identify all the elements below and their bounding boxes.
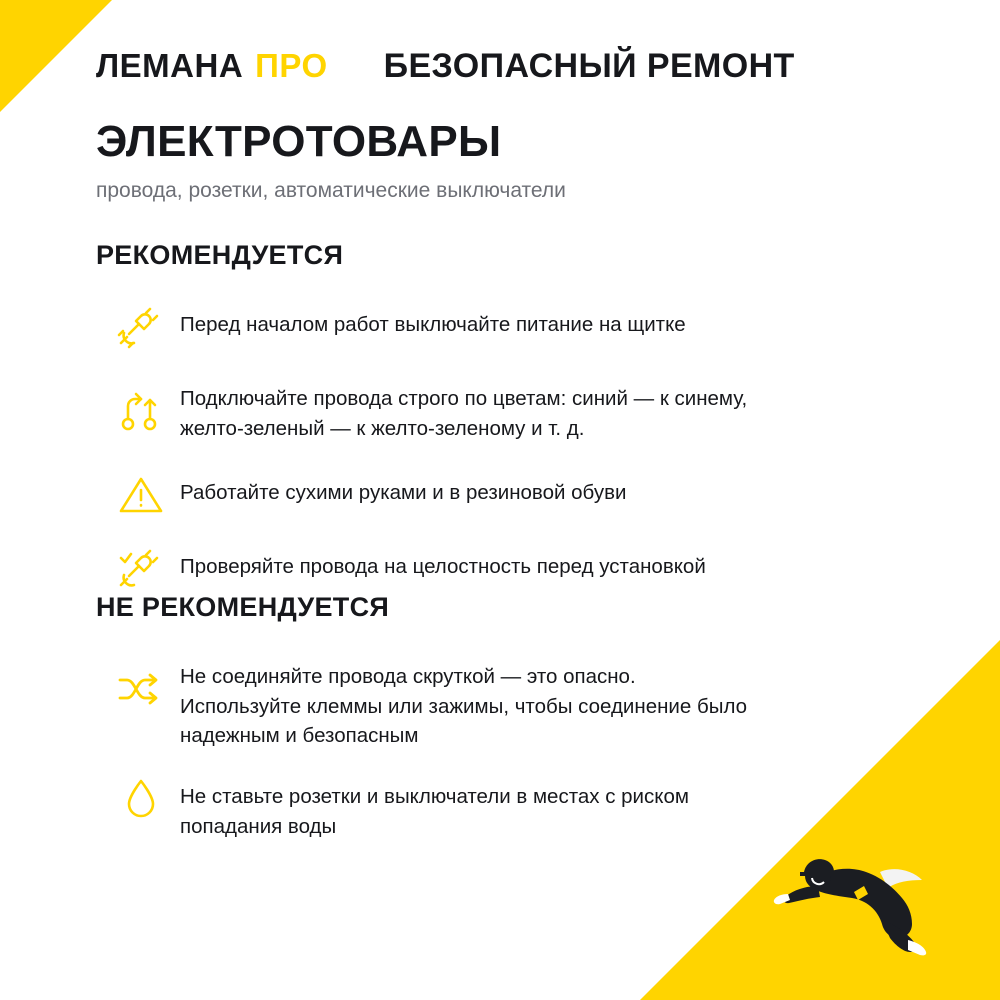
recommended-items-list [96,301,940,595]
list-item [96,469,940,521]
section-not-recommended [96,592,940,842]
twisted-wires-icon [96,653,180,725]
page-title: ЭЛЕКТРОТОВАРЫ [96,117,502,166]
list-item-text: Работайте сухими руками и в резиновой обуви [180,481,627,504]
list-item-text: Не ставьте розетки и выключатели в местах с риском попадания воды [180,785,689,838]
plug-connect-icon [96,301,180,353]
list-item-text: Подключайте провода строго по цветам: синий — к синему, желто-зеленый — к желто-зеленому и т. д. [180,387,748,440]
list-item-text: Проверяйте провода на целостность перед установкой [180,555,706,578]
section-heading-recommended: РЕКОМЕНДУЕТСЯ [96,240,344,270]
list-item [96,543,940,595]
list-item-text: Не соединяйте провода скруткой — это опасно. Используйте клеммы или зажимы, чтобы соединение было надежным и безопасным [180,665,748,748]
section-recommended [96,240,940,595]
list-item [96,375,940,447]
logo-text-main: ЛЕМАНА [96,47,244,84]
section-heading-not-recommended: НЕ РЕКОМЕНДУЕТСЯ [96,592,390,622]
header-title: БЕЗОПАСНЫЙ РЕМОНТ [383,46,795,85]
list-item [96,301,940,353]
title-block [96,118,940,203]
header [96,42,940,90]
logo-text-pro: ПРО [255,47,328,84]
plug-check-icon [96,543,180,595]
brand-logo [96,47,328,85]
list-item [96,653,940,751]
list-item-text: Перед началом работ выключайте питание на щитке [180,313,686,336]
not-recommended-items-list [96,653,940,842]
warning-triangle-icon [96,469,180,521]
page-subtitle: провода, розетки, автоматические выключатели [96,179,566,203]
wire-colors-icon [96,375,180,447]
water-drop-icon [96,773,180,825]
flying-worker-mascot [762,828,952,958]
